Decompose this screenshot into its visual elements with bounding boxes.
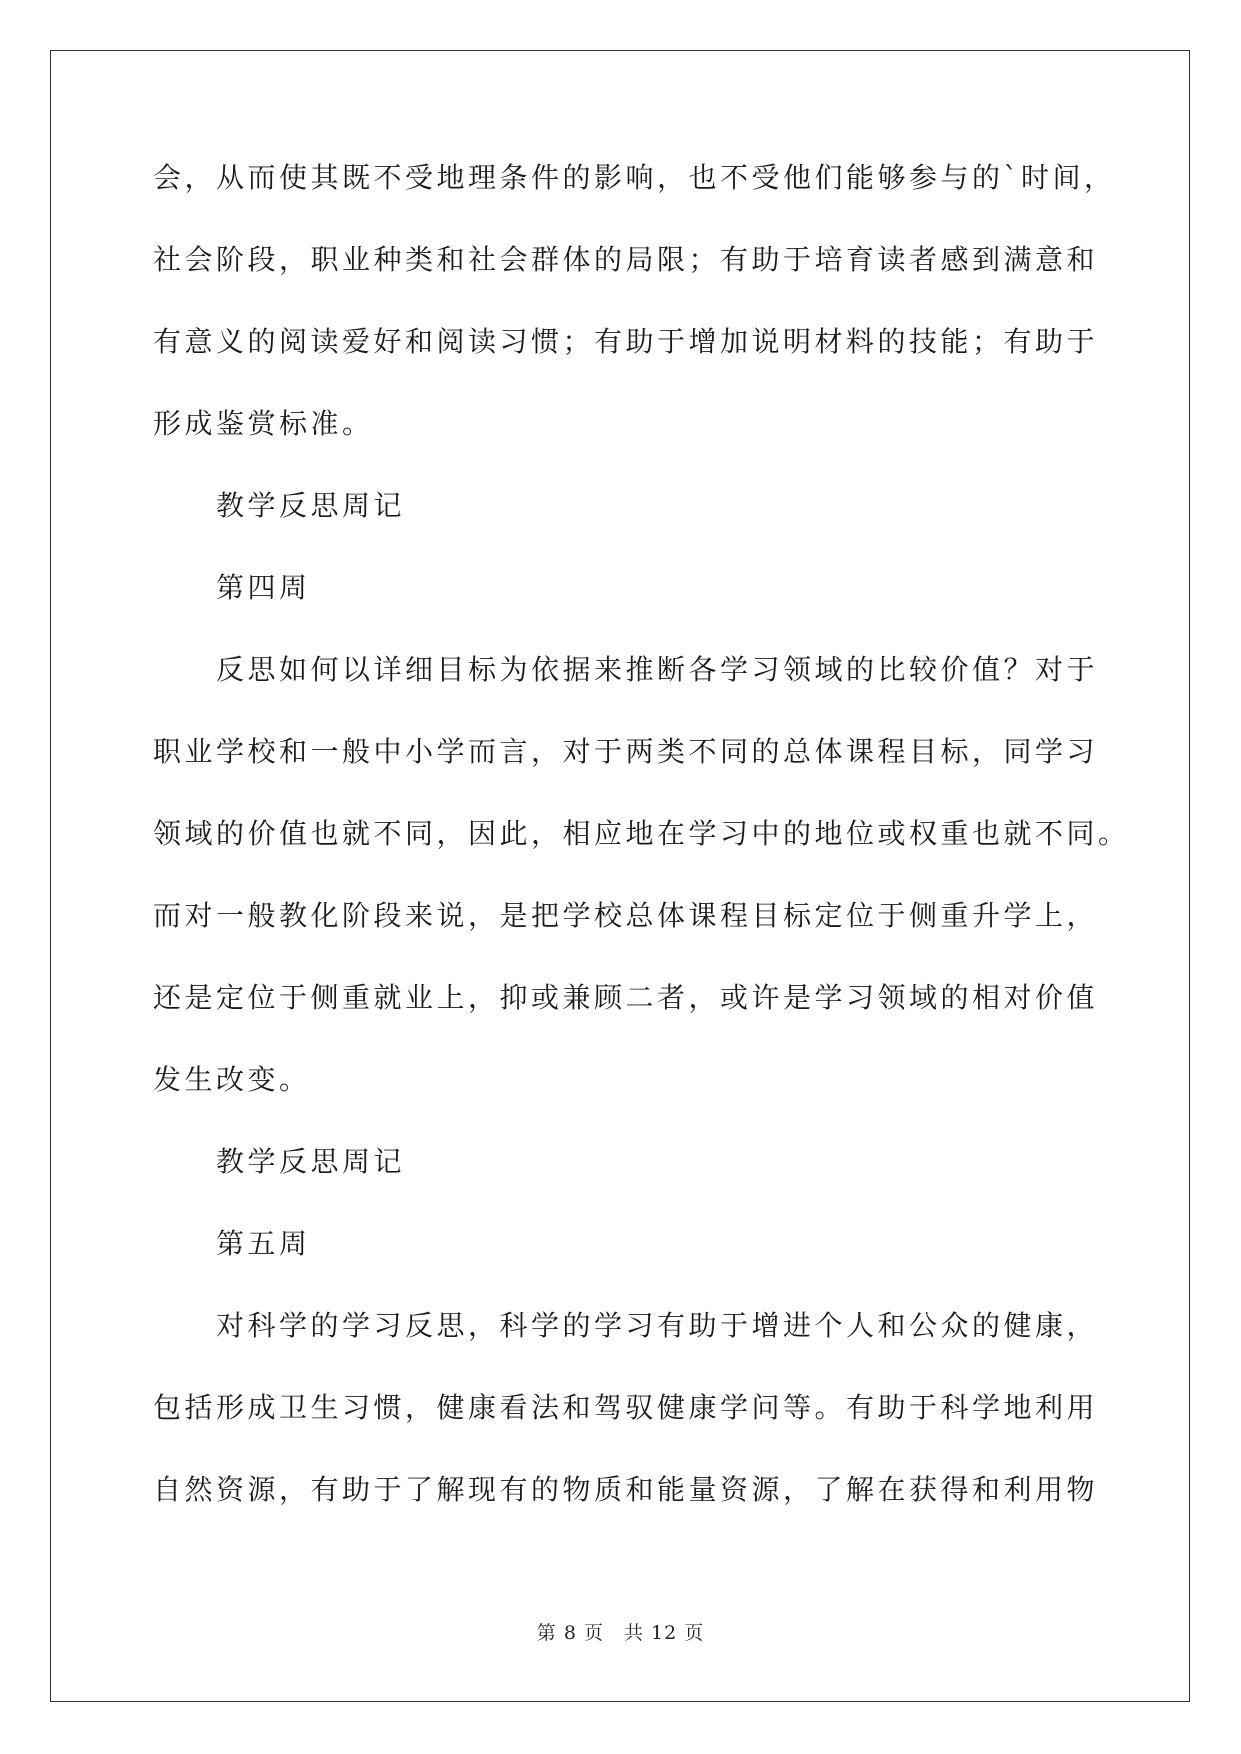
section-heading: 教学反思周记: [216, 489, 406, 522]
text-line-1: 会，从而使其既不受地理条件的影响，也不受他们能够参与的`时间，: [153, 161, 1116, 194]
text-line-10: 而对一般教化阶段来说，是把学校总体课程目标定位于侧重升学上，: [153, 899, 1099, 932]
text-line-8: 职业学校和一般中小学而言，对于两类不同的总体课程目标，同学习: [153, 735, 1099, 768]
text-line-9: 领域的价值也就不同，因此，相应地在学习中的地位或权重也就不同。: [153, 817, 1130, 850]
text-line-4: 形成鉴赏标准。: [153, 407, 374, 440]
text-line-3: 有意义的阅读爱好和阅读习惯；有助于增加说明材料的技能；有助于: [153, 325, 1099, 358]
text-line-17: 自然资源，有助于了解现有的物质和能量资源，了解在获得和利用物: [153, 1473, 1099, 1506]
section-heading: 教学反思周记: [216, 1145, 406, 1178]
text-line-2: 社会阶段，职业种类和社会群体的局限；有助于培育读者感到满意和: [153, 243, 1099, 276]
week-heading: 第五周: [216, 1227, 311, 1260]
week-heading: 第四周: [216, 571, 311, 604]
text-line-16: 包括形成卫生习惯，健康看法和驾驭健康学问等。有助于科学地利用: [153, 1391, 1099, 1424]
page-number-footer: 第 8 页 共 12 页: [536, 1622, 705, 1644]
text-line-7: 反思如何以详细目标为依据来推断各学习领域的比较价值？对于: [216, 653, 1099, 686]
text-line-12: 发生改变。: [153, 1063, 311, 1096]
text-line-11: 还是定位于侧重就业上，抑或兼顾二者，或许是学习领域的相对价值: [153, 981, 1099, 1014]
document-body: [153, 158, 1130, 1552]
text-line-15: 对科学的学习反思，科学的学习有助于增进个人和公众的健康，: [216, 1309, 1099, 1342]
